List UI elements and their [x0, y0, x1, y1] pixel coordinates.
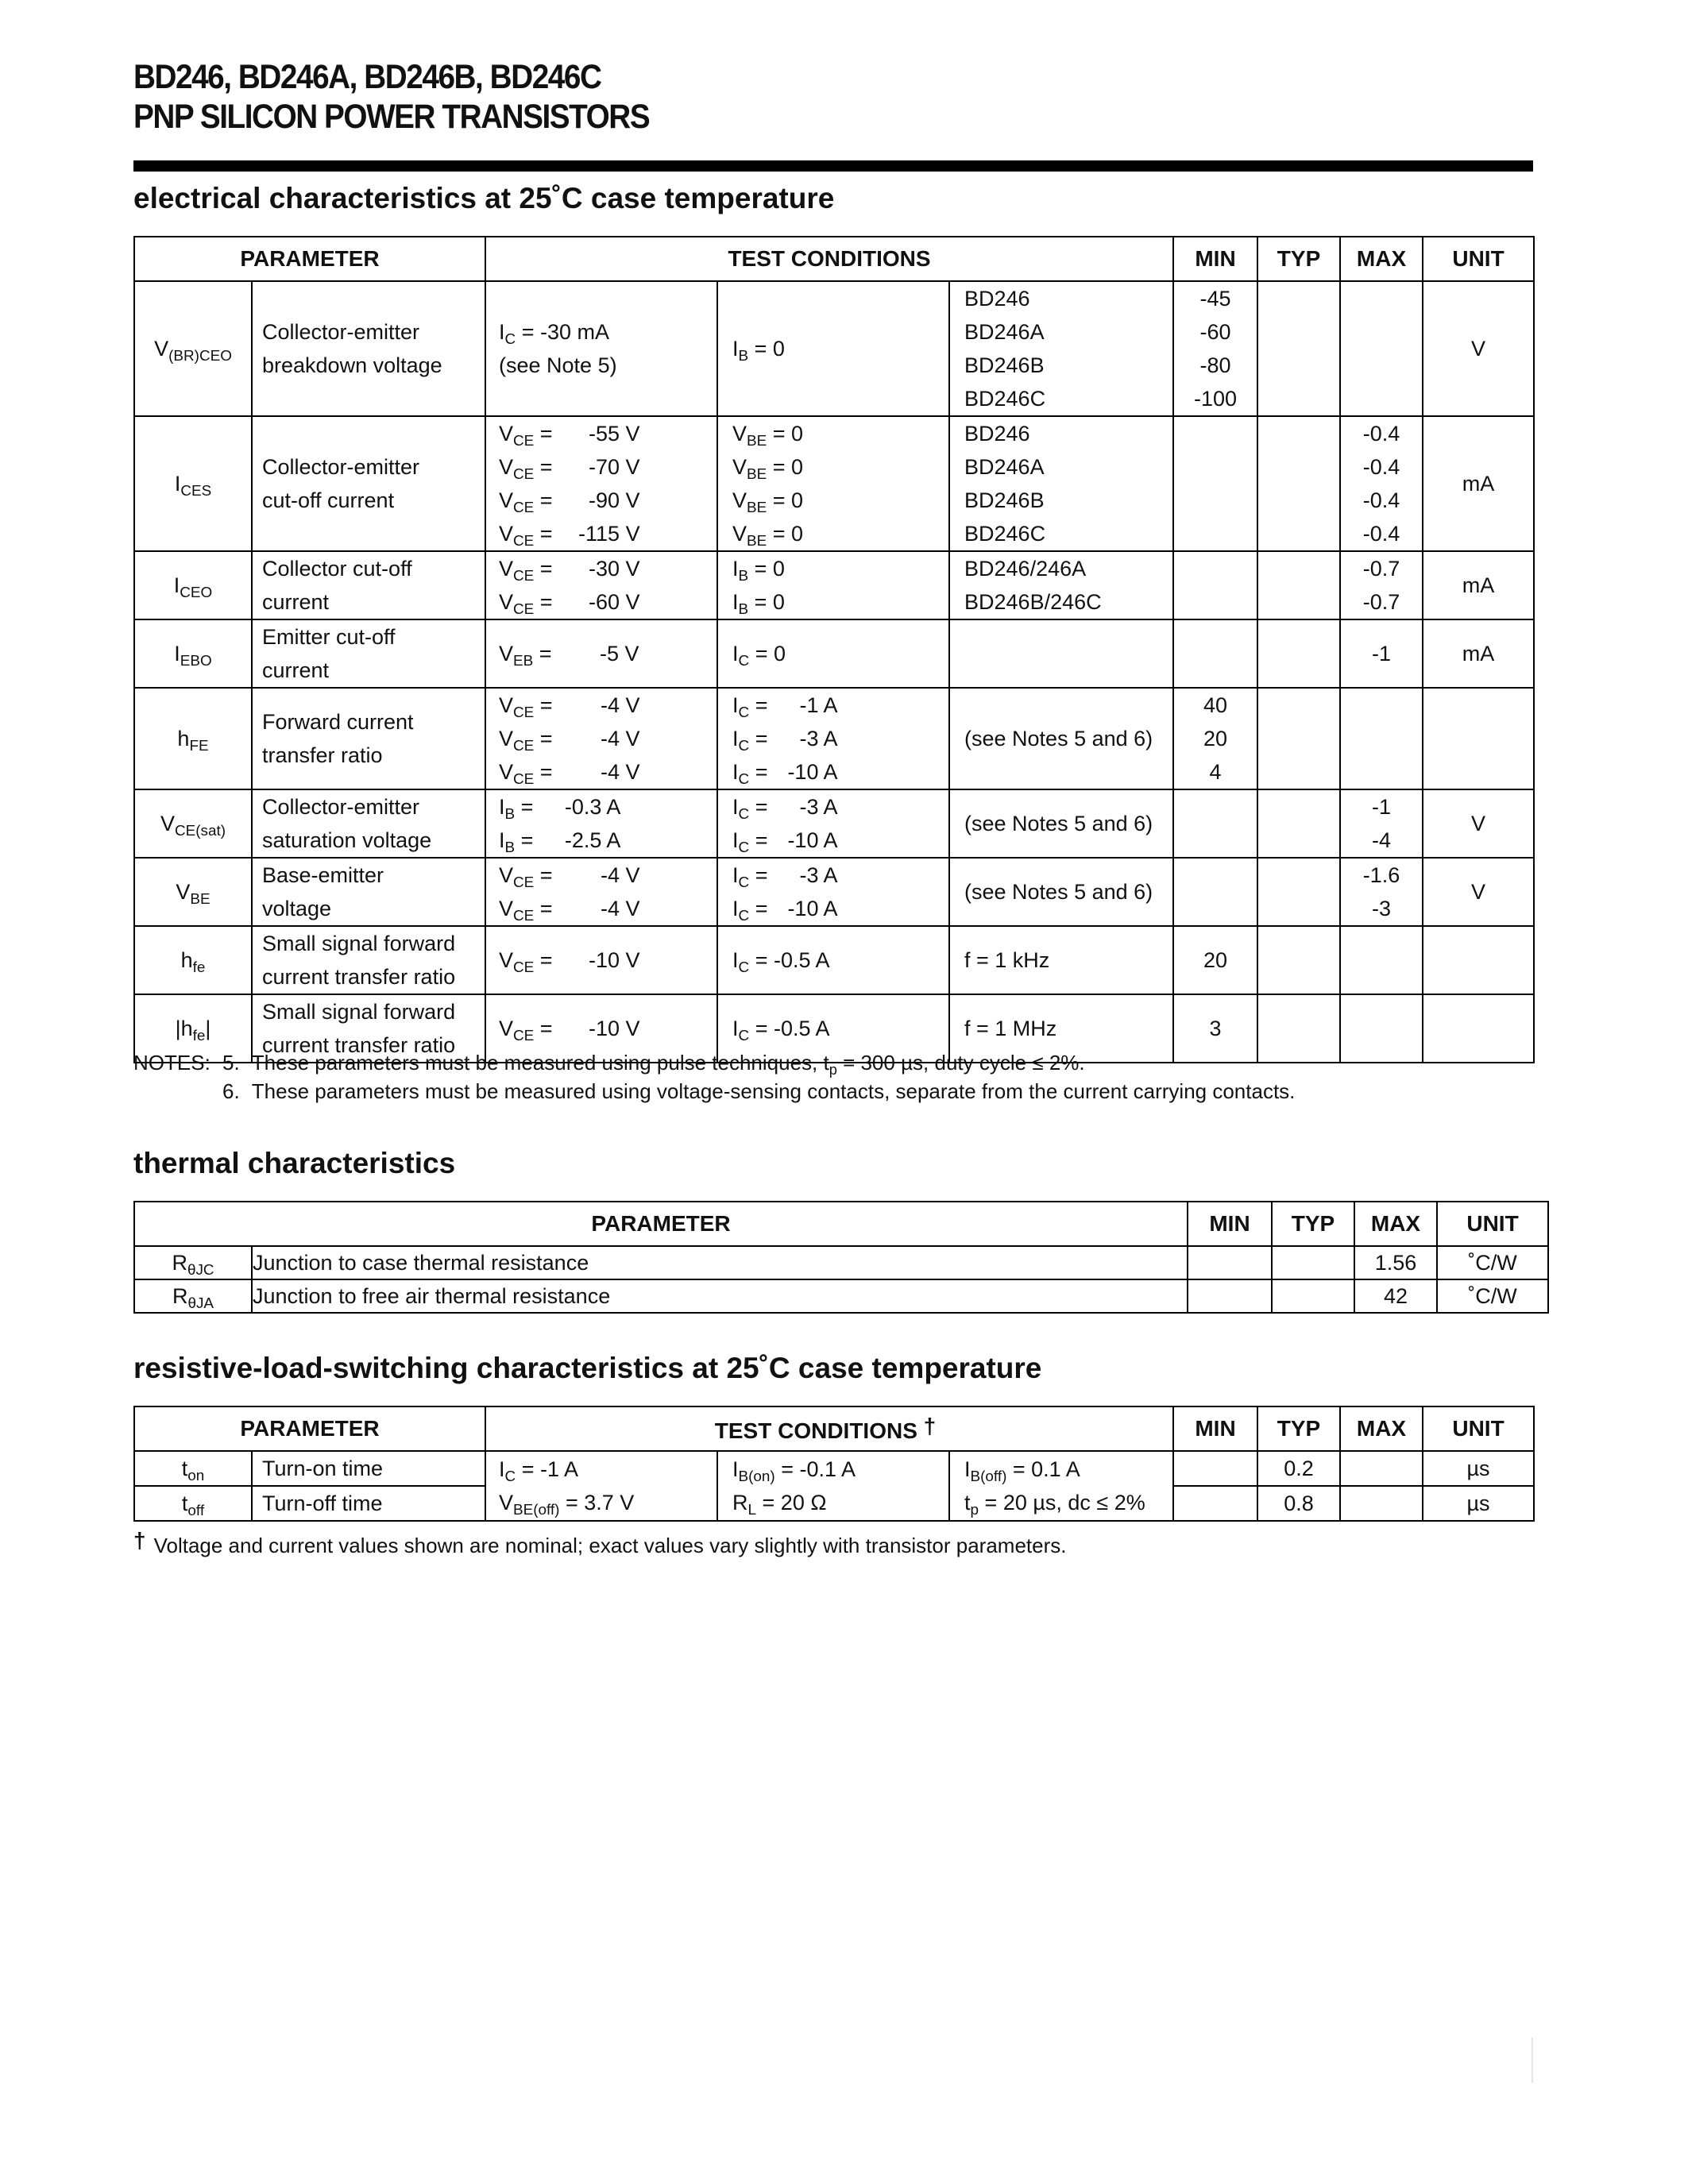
- max-hfe-abs: [1340, 994, 1423, 1063]
- cond-f-hfe-abs: f = 1 MHz: [949, 994, 1173, 1063]
- max-vbrceo: [1340, 281, 1423, 416]
- note-vbe: (see Notes 5 and 6): [949, 858, 1173, 926]
- row-iceo: [134, 551, 1534, 619]
- min-vbrceo: -45 -60 -80 -100: [1173, 281, 1257, 416]
- max-rthja: 42: [1354, 1279, 1437, 1313]
- electrical-notes: [133, 1048, 1295, 1106]
- desc-iceo: Collector cut-off current: [252, 551, 485, 619]
- symbol-vbrceo: $V_{(BR)CEO}$: [134, 281, 252, 416]
- symbol-rthja: $R_{\theta JA}$: [134, 1279, 252, 1313]
- thermal-header-row: [134, 1202, 1548, 1246]
- note-hfe: (see Notes 5 and 6): [949, 688, 1173, 789]
- max-iebo: -1: [1340, 619, 1423, 688]
- max-rthjc: 1.56: [1354, 1246, 1437, 1279]
- row-vbrceo: [134, 281, 1534, 416]
- cond-ic-hfe-small: $I_C = -0.5$ A: [717, 926, 949, 994]
- cond-col3: $I_{B(off)} = 0.1$ A $t_p = 20$ µs, dc ≤ 2%: [949, 1451, 1173, 1521]
- symbol-vcesat: $V_{CE(sat)}$: [134, 789, 252, 858]
- desc-ices: Collector-emitter cut-off current: [252, 416, 485, 551]
- typ-iceo: [1257, 551, 1340, 619]
- typ-ices: [1257, 416, 1340, 551]
- typ-vbrceo: [1257, 281, 1340, 416]
- symbol-vbe: $V_{BE}$: [134, 858, 252, 926]
- thermal-heading: thermal characteristics: [133, 1147, 456, 1179]
- document-title: BD246, BD246A, BD246B, BD246C: [133, 58, 601, 96]
- cond-f-hfe-small: f = 1 kHz: [949, 926, 1173, 994]
- unit-ices: mA: [1423, 416, 1534, 551]
- col-max: MAX: [1340, 237, 1423, 281]
- min-rthjc: [1188, 1246, 1272, 1279]
- cond-vce-iceo: $V_{CE} = -30$ V $V_{CE} = -60$ V: [485, 551, 717, 619]
- symbol-hfe: $h_{FE}$: [134, 688, 252, 789]
- unit-rthja: ˚C/W: [1437, 1279, 1548, 1313]
- cond-ib-vcesat: $I_B = -0.3$ A $I_B = -2.5$ A: [485, 789, 717, 858]
- max-vbe: -1.6 -3: [1340, 858, 1423, 926]
- typ-vcesat: [1257, 789, 1340, 858]
- note-vcesat: (see Notes 5 and 6): [949, 789, 1173, 858]
- max-hfe: [1340, 688, 1423, 789]
- thermal-col-typ: TYP: [1272, 1202, 1354, 1246]
- thermal-row-rthjc: [134, 1246, 1548, 1279]
- symbol-toff: $t_{off}$: [134, 1486, 252, 1521]
- min-hfe-small: 20: [1173, 926, 1257, 994]
- symbol-iceo: $I_{CEO}$: [134, 551, 252, 619]
- cond-ic-hfe-abs: $I_C = -0.5$ A: [717, 994, 949, 1063]
- col-min: MIN: [1173, 237, 1257, 281]
- min-hfe-abs: 3: [1173, 994, 1257, 1063]
- desc-vbe: Base-emitter voltage: [252, 858, 485, 926]
- min-hfe: 40 20 4: [1173, 688, 1257, 789]
- min-ices: [1173, 416, 1257, 551]
- thermal-col-unit: UNIT: [1437, 1202, 1548, 1246]
- desc-vbrceo: Collector-emitter breakdown voltage: [252, 281, 485, 416]
- devices-iebo: [949, 619, 1173, 688]
- max-vcesat: -1 -4: [1340, 789, 1423, 858]
- devices-vbrceo: BD246 BD246A BD246B BD246C: [949, 281, 1173, 416]
- unit-iebo: mA: [1423, 619, 1534, 688]
- col-typ: TYP: [1257, 237, 1340, 281]
- max-ices: -0.4 -0.4 -0.4 -0.4: [1340, 416, 1423, 551]
- electrical-table: [133, 236, 1535, 1063]
- dagger-mark: †: [923, 1414, 937, 1438]
- document-subtitle: PNP SILICON POWER TRANSISTORS: [133, 98, 650, 136]
- switching-col-unit: UNIT: [1423, 1406, 1534, 1451]
- typ-rthjc: [1272, 1246, 1354, 1279]
- min-ton: [1173, 1451, 1257, 1486]
- min-toff: [1173, 1486, 1257, 1521]
- min-vbe: [1173, 858, 1257, 926]
- unit-hfe: [1423, 688, 1534, 789]
- cond-vce-hfe: $V_{CE} = -4$ V $V_{CE} = -4$ V $V_{CE} = -4$ V: [485, 688, 717, 789]
- min-iceo: [1173, 551, 1257, 619]
- page-edge-mark: [1532, 2037, 1533, 2083]
- desc-hfe-small: Small signal forward current transfer ratio: [252, 926, 485, 994]
- switching-col-min: MIN: [1173, 1406, 1257, 1451]
- desc-hfe: Forward current transfer ratio: [252, 688, 485, 789]
- thermal-col-max: MAX: [1354, 1202, 1437, 1246]
- devices-ices: BD246 BD246A BD246B BD246C: [949, 416, 1173, 551]
- row-hfe: [134, 688, 1534, 789]
- unit-iceo: mA: [1423, 551, 1534, 619]
- switching-col-max: MAX: [1340, 1406, 1423, 1451]
- desc-ton: Turn-on time: [252, 1451, 485, 1486]
- col-parameter: PARAMETER: [134, 237, 485, 281]
- symbol-iebo: $I_{EBO}$: [134, 619, 252, 688]
- unit-vbrceo: V: [1423, 281, 1534, 416]
- typ-vbe: [1257, 858, 1340, 926]
- cond-vce-ices: $V_{CE} = -55$ V $V_{CE} = -70$ V $V_{CE} = -90$ V $V_{CE} = -115$ V: [485, 416, 717, 551]
- desc-rthja: Junction to free air thermal resistance: [252, 1279, 1188, 1313]
- desc-iebo: Emitter cut-off current: [252, 619, 485, 688]
- cond-ic-iebo: $I_C = 0$: [717, 619, 949, 688]
- electrical-header-row: [134, 237, 1534, 281]
- cond-ic-hfe: $I_C = -1$ A $I_C = -3$ A $I_C = -10$ A: [717, 688, 949, 789]
- thermal-col-parameter: PARAMETER: [134, 1202, 1188, 1246]
- devices-iceo: BD246/246A BD246B/246C: [949, 551, 1173, 619]
- max-hfe-small: [1340, 926, 1423, 994]
- row-ices: [134, 416, 1534, 551]
- row-iebo: [134, 619, 1534, 688]
- col-unit: UNIT: [1423, 237, 1534, 281]
- cond-vce-hfe-small: $V_{CE} = -10$ V: [485, 926, 717, 994]
- footnote-dagger: †: [133, 1528, 146, 1553]
- page-header: [133, 57, 706, 137]
- switching-row-ton: [134, 1451, 1534, 1486]
- typ-iebo: [1257, 619, 1340, 688]
- desc-rthjc: Junction to case thermal resistance: [252, 1246, 1188, 1279]
- typ-toff: 0.8: [1257, 1486, 1340, 1521]
- switching-table: [133, 1406, 1535, 1522]
- cond-ib-iceo: $I_B = 0$ $I_B = 0$: [717, 551, 949, 619]
- switching-col-test-conditions: TEST CONDITIONS †: [485, 1406, 1173, 1451]
- min-rthja: [1188, 1279, 1272, 1313]
- symbol-hfe-abs: $|h_{fe}|$: [134, 994, 252, 1063]
- symbol-hfe-small: $h_{fe}$: [134, 926, 252, 994]
- cond-col2: $I_{B(on)} = -0.1$ A $R_L = 20$ Ω: [717, 1451, 949, 1521]
- switching-footnote: † Voltage and current values shown are nominal; exact values vary slightly with transistor parameters.: [133, 1528, 1067, 1557]
- typ-hfe: [1257, 688, 1340, 789]
- unit-toff: µs: [1423, 1486, 1534, 1521]
- thermal-col-min: MIN: [1188, 1202, 1272, 1246]
- thermal-row-rthja: [134, 1279, 1548, 1313]
- cond-ic-vcesat: $I_C = -3$ A $I_C = -10$ A: [717, 789, 949, 858]
- cond-ic-vbe: $I_C = -3$ A $I_C = -10$ A: [717, 858, 949, 926]
- symbol-rthjc: $R_{\theta JC}$: [134, 1246, 252, 1279]
- cond-col1: $I_C = -1$ A $V_{BE(off)} = 3.7$ V: [485, 1451, 717, 1521]
- note-6: 6. These parameters must be measured using voltage-sensing contacts, separate from the current carrying contacts.: [222, 1079, 1296, 1103]
- min-vcesat: [1173, 789, 1257, 858]
- max-ton: [1340, 1451, 1423, 1486]
- switching-header-row: [134, 1406, 1534, 1451]
- typ-hfe-small: [1257, 926, 1340, 994]
- cond-ib-vbrceo: $I_B = 0$: [717, 281, 949, 416]
- row-vcesat: [134, 789, 1534, 858]
- symbol-ton: $t_{on}$: [134, 1451, 252, 1486]
- max-toff: [1340, 1486, 1423, 1521]
- cond-vce-vbe: $V_{CE} = -4$ V $V_{CE} = -4$ V: [485, 858, 717, 926]
- cond-vbe-ices: $V_{BE} = 0$ $V_{BE} = 0$ $V_{BE} = 0$ $V_{BE} = 0$: [717, 416, 949, 551]
- row-vbe: [134, 858, 1534, 926]
- cond-veb-iebo: $V_{EB} = -5$ V: [485, 619, 717, 688]
- unit-hfe-abs: [1423, 994, 1534, 1063]
- max-iceo: -0.7 -0.7: [1340, 551, 1423, 619]
- desc-toff: Turn-off time: [252, 1486, 485, 1521]
- unit-ton: µs: [1423, 1451, 1534, 1486]
- note-5: NOTES: 5. These parameters must be measured using pulse techniques, $t_p = 300$ µs, duty cycle ≤ 2%.: [133, 1051, 1085, 1078]
- unit-rthjc: ˚C/W: [1437, 1246, 1548, 1279]
- typ-ton: 0.2: [1257, 1451, 1340, 1486]
- col-test-conditions: TEST CONDITIONS: [485, 237, 1173, 281]
- unit-vbe: V: [1423, 858, 1534, 926]
- switching-heading: resistive-load-switching characteristics at 25˚C case temperature: [133, 1352, 1042, 1384]
- row-hfe-small: [134, 926, 1534, 994]
- unit-vcesat: V: [1423, 789, 1534, 858]
- min-iebo: [1173, 619, 1257, 688]
- typ-rthja: [1272, 1279, 1354, 1313]
- symbol-ices: $I_{CES}$: [134, 416, 252, 551]
- electrical-heading: electrical characteristics at 25˚C case temperature: [133, 182, 835, 214]
- unit-hfe-small: [1423, 926, 1534, 994]
- desc-vcesat: Collector-emitter saturation voltage: [252, 789, 485, 858]
- cond-ic-vbrceo: $I_C = -30$ mA (see Note 5): [485, 281, 717, 416]
- switching-col-typ: TYP: [1257, 1406, 1340, 1451]
- desc-hfe-abs: Small signal forward current transfer ratio: [252, 994, 485, 1063]
- switching-col-parameter: PARAMETER: [134, 1406, 485, 1451]
- thermal-table: [133, 1201, 1549, 1314]
- cond-vce-hfe-abs: $V_{CE} = -10$ V: [485, 994, 717, 1063]
- header-rule: [133, 160, 1533, 172]
